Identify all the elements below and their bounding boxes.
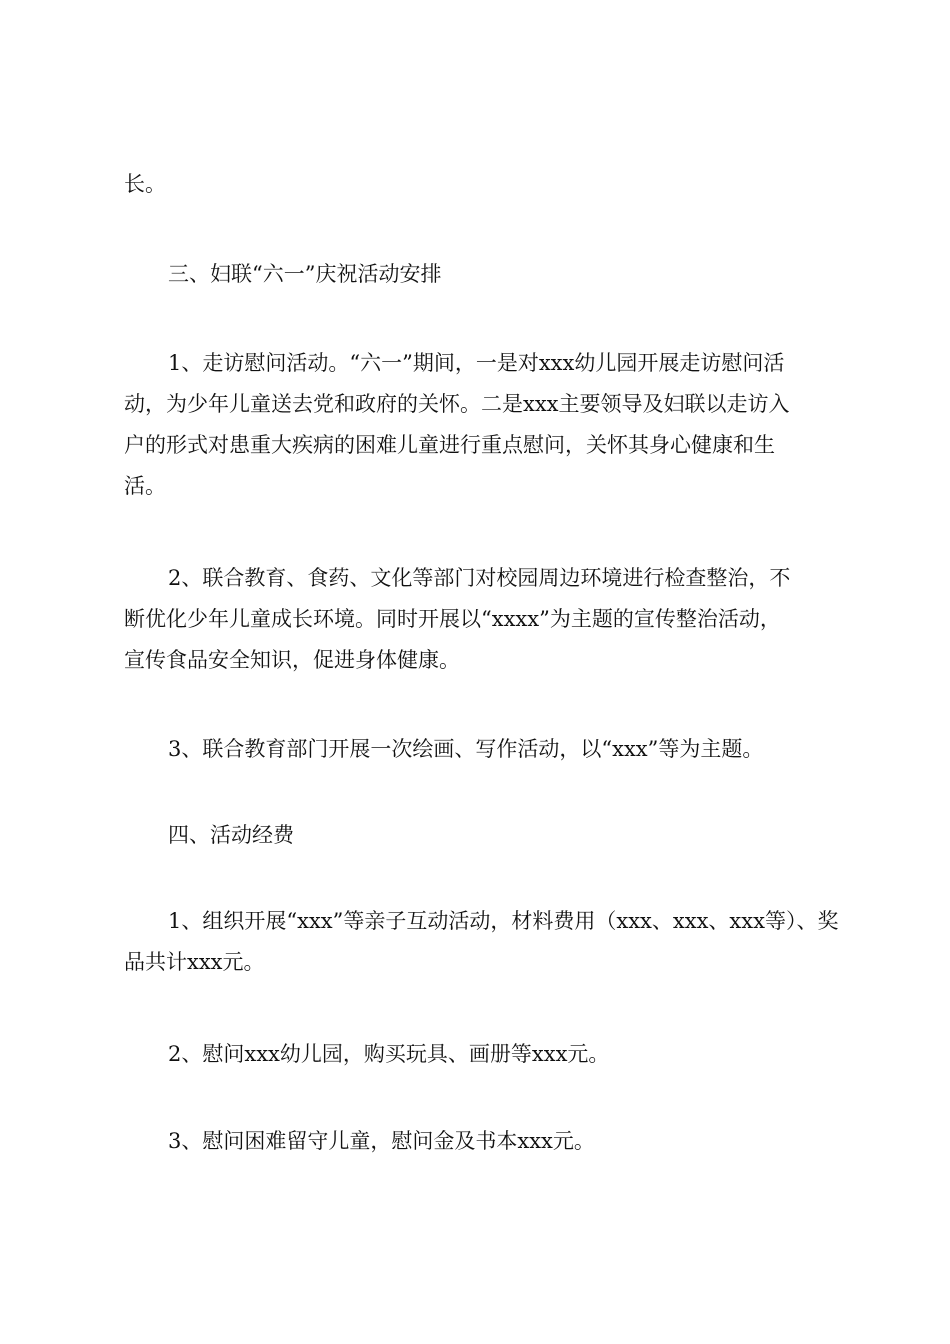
heading-text: 四、活动经费 <box>168 823 294 847</box>
section-heading-3 <box>124 254 836 295</box>
text-line: 3、联合教育部门开展一次绘画、写作活动，以“xxx”等为主题。 <box>168 737 764 761</box>
paragraph-item-3-drawing <box>124 729 836 770</box>
text-line: 3、慰问困难留守儿童，慰问金及书本xxx元。 <box>168 1129 595 1153</box>
paragraph-funding-1 <box>124 901 839 983</box>
paragraph-item-1-visit <box>124 343 836 507</box>
text-line: 长。 <box>124 172 166 196</box>
text-line: 品共计xxx元。 <box>124 950 265 974</box>
text-line: 宣传食品安全知识，促进身体健康。 <box>124 648 460 672</box>
text-line: 活。 <box>124 474 166 498</box>
paragraph-funding-3 <box>124 1121 836 1162</box>
paragraph-item-2-environment <box>124 558 836 681</box>
text-line: 户的形式对患重大疾病的困难儿童进行重点慰问，关怀其身心健康和生 <box>124 433 775 457</box>
text-line: 断优化少年儿童成长环境。同时开展以“xxxx”为主题的宣传整治活动， <box>124 607 781 631</box>
paragraph-funding-2 <box>124 1034 836 1075</box>
section-heading-4 <box>124 815 836 856</box>
text-line: 2、联合教育、食药、文化等部门对校园周边环境进行检查整治，不 <box>168 566 791 590</box>
paragraph-continuation <box>124 164 836 205</box>
heading-text: 三、妇联“六一”庆祝活动安排 <box>168 262 442 286</box>
text-line: 2、慰问xxx幼儿园，购买玩具、画册等xxx元。 <box>168 1042 610 1066</box>
text-line: 1、组织开展“xxx”等亲子互动活动，材料费用（xxx、xxx、xxx等）、奖 <box>168 909 839 933</box>
text-line: 动，为少年儿童送去党和政府的关怀。二是xxx主要领导及妇联以走访入 <box>124 392 790 416</box>
text-line: 1、走访慰问活动。“六一”期间，一是对xxx幼儿园开展走访慰问活 <box>168 351 785 375</box>
